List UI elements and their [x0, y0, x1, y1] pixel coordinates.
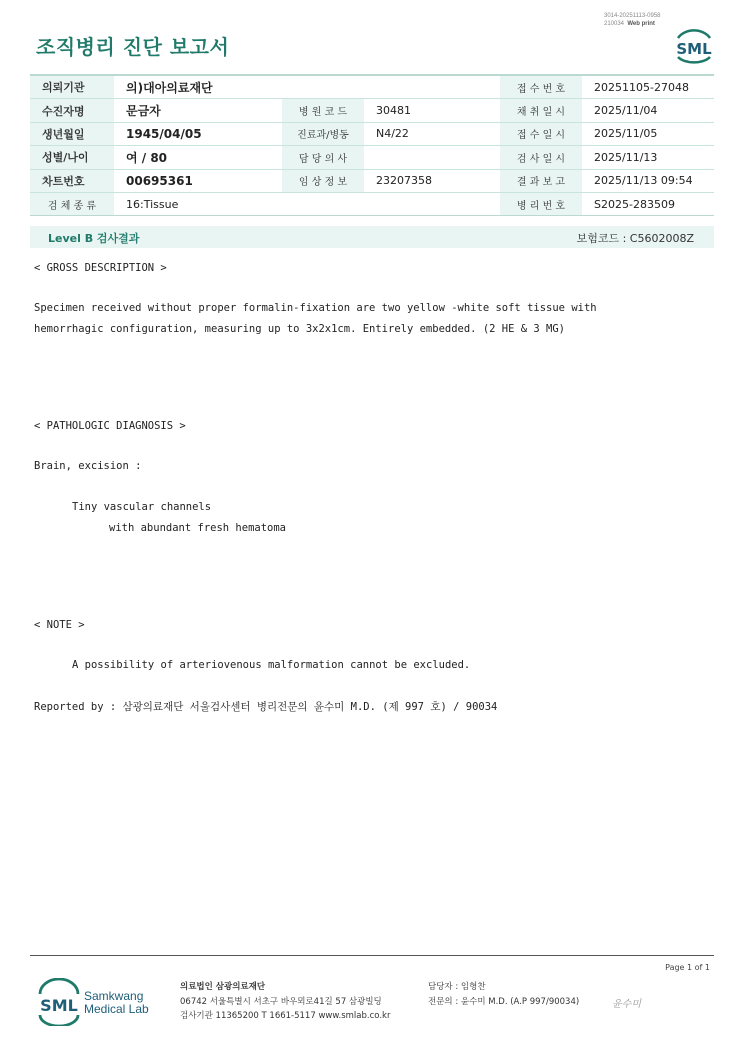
insurance-code: 보험코드 : C5602008Z [576, 232, 694, 245]
sml-logo-icon [672, 24, 716, 66]
value-requesting-institution: 의)대아의료재단 [114, 75, 500, 99]
note-heading: < NOTE > [34, 619, 85, 631]
footer-org-info [180, 980, 390, 1024]
gross-heading: < GROSS DESCRIPTION > [34, 262, 167, 274]
label-receipt-date: 접 수 일 시 [500, 122, 582, 145]
note-text: A possibility of arteriovenous malformation cannot be excluded. [72, 659, 471, 671]
label-birth-date: 생년월일 [30, 122, 114, 145]
value-result-report: 2025/11/13 09:54 [582, 169, 714, 192]
label-physician: 담 당 의 사 [282, 146, 364, 169]
label-specimen-type: 검 체 종 류 [30, 192, 114, 215]
label-chart-number: 차트번호 [30, 169, 114, 192]
value-test-date: 2025/11/13 [582, 146, 714, 169]
info-row [30, 192, 714, 215]
manager: 담당자 : 임형찬 [428, 982, 486, 992]
value-sex-age: 여 / 80 [114, 146, 282, 169]
label-requesting-institution: 의뢰기관 [30, 75, 114, 99]
org-contact: 검사기관 11365200 T 1661-5117 www.smlab.co.kr [180, 1011, 391, 1021]
value-accession-number: 20251105-27048 [582, 75, 714, 99]
value-clinical-info: 23207358 [364, 169, 500, 192]
diagnosis-site: Brain, excision : [34, 460, 142, 472]
value-patient-name: 문금자 [114, 99, 282, 122]
label-pathology-number: 병 리 번 호 [500, 192, 582, 215]
value-pathology-number: S2025-283509 [582, 192, 714, 215]
value-receipt-date: 2025/11/05 [582, 122, 714, 145]
label-department-ward: 진료과/병동 [282, 122, 364, 145]
diagnosis-line: with abundant fresh hematoma [109, 522, 287, 534]
org-name: 의료법인 삼광의료재단 [180, 982, 266, 992]
specialist: 전문의 : 윤수미 M.D. (A.P 997/90034) [428, 996, 580, 1007]
label-result-report: 결 과 보 고 [500, 169, 582, 192]
logo-text: SML [676, 40, 712, 58]
label-hospital-code: 병 원 코 드 [282, 99, 364, 122]
value-collection-date: 2025/11/04 [582, 99, 714, 122]
diagnosis-line: Tiny vascular channels [72, 501, 212, 513]
value-specimen-type: 16:Tissue [114, 192, 500, 215]
page-number: Page 1 of 1 [665, 963, 710, 972]
level-label: Level B 검사결과 [48, 232, 140, 245]
report-title: 조직병리 진단 보고서 [36, 35, 230, 59]
print-code-line1: 3014-20251113-0958 [604, 13, 661, 19]
label-collection-date: 채 취 일 시 [500, 99, 582, 122]
value-birth-date: 1945/04/05 [114, 122, 282, 145]
gross-line: hemorrhagic configuration, measuring up to 3x2x1cm. Entirely embedded. (2 HE & 3 MG) [34, 323, 566, 335]
info-row [30, 99, 714, 122]
gross-line: Specimen received without proper formalin-fixation are two yellow -white soft tissue with [34, 302, 597, 314]
info-row [30, 146, 714, 169]
brand-line: Medical Lab [84, 1002, 149, 1016]
level-bar [30, 226, 714, 248]
label-clinical-info: 임 상 정 보 [282, 169, 364, 192]
value-physician [364, 146, 500, 169]
reported-by: Reported by : 삼광의료재단 서울검사센터 병리전문의 윤수미 M.D. (제 997 호) / 90034 [34, 701, 498, 713]
footer-divider [30, 955, 714, 956]
logo-text: SML [40, 996, 78, 1015]
label-accession-number: 접 수 번 호 [500, 75, 582, 99]
value-chart-number: 00695361 [114, 169, 282, 192]
value-department-ward: N4/22 [364, 122, 500, 145]
diagnosis-heading: < PATHOLOGIC DIAGNOSIS > [34, 420, 186, 432]
label-test-date: 검 사 일 시 [500, 146, 582, 169]
value-hospital-code: 30481 [364, 99, 500, 122]
patient-info-table [30, 74, 714, 216]
print-code-line2: 210034 Web print [604, 21, 655, 27]
info-row [30, 122, 714, 145]
info-row [30, 169, 714, 192]
sml-logo-icon [36, 978, 82, 1026]
signature: 윤수미 [612, 999, 641, 1010]
brand-line: Samkwang [84, 989, 144, 1003]
label-patient-name: 수진자명 [30, 99, 114, 122]
web-print-code [604, 12, 661, 28]
brand-name [84, 990, 149, 1016]
label-sex-age: 성별/나이 [30, 146, 114, 169]
org-address: 06742 서울특별시 서초구 바우뫼로41길 57 삼광빌딩 [180, 996, 382, 1007]
info-row [30, 75, 714, 99]
footer-staff-info [428, 980, 579, 1009]
